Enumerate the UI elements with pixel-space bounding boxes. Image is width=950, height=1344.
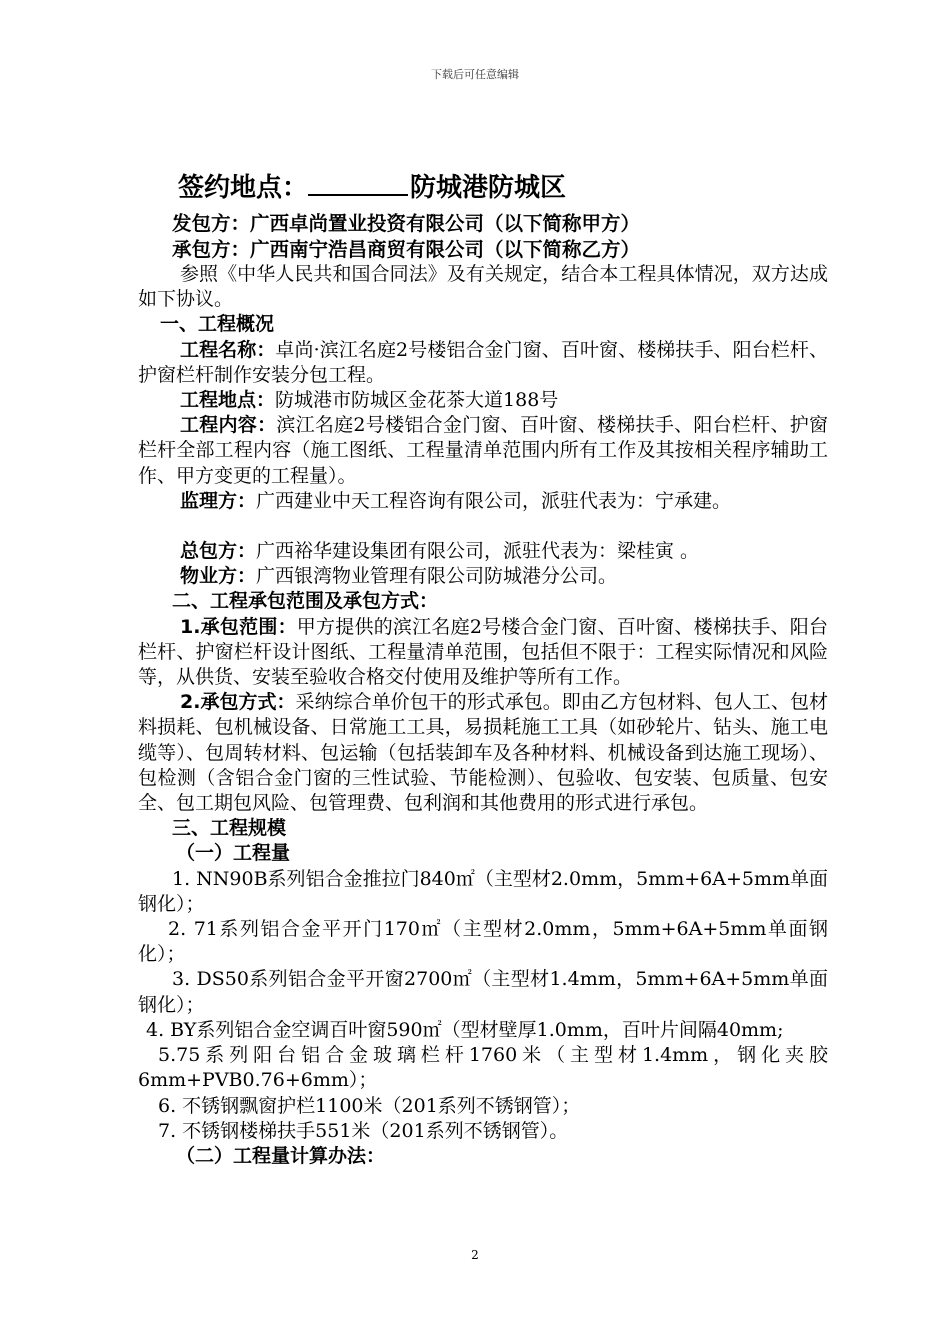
section-2-heading: 二、工程承包范围及承包方式： xyxy=(172,590,439,613)
quantity-item: 3. DS50系列铝合金平开窗2700㎡（主型材1.4mm，5mm+6A+5mm单面钢化）； xyxy=(138,968,828,1016)
quantity-item: 7. 不锈钢楼梯扶手551米（201系列不锈钢管）。 xyxy=(158,1119,569,1142)
contract-scope xyxy=(138,615,828,691)
property-manager xyxy=(138,564,828,589)
spacer xyxy=(138,514,828,539)
intro-paragraph: 参照《中华人民共和国合同法》及有关规定，结合本工程具体情况，双方达成如下协议。 xyxy=(138,263,828,311)
subsection-calculation: （二）工程量计算办法： xyxy=(176,1144,386,1167)
general-contractor-value: 广西裕华建设集团有限公司，派驻代表为：梁桂寅 。 xyxy=(256,540,700,563)
project-content xyxy=(138,413,828,489)
section-3-heading: 三、工程规模 xyxy=(172,817,287,840)
project-content-label: 工程内容： xyxy=(180,414,277,437)
contract-scope-value: 甲方提供的滨江名庭2号楼合金门窗、百叶窗、楼梯扶手、阳台栏杆、护窗栏杆设计图纸、工程量清单范围，包括但不限于：工程实际情况和风险等，从供货、安装至验收合格交付使用及维护等所有工作。 xyxy=(138,615,828,689)
party-contractor: 承包方：广西南宁浩昌商贸有限公司（以下简称乙方） xyxy=(172,237,641,261)
contract-scope-label: 1.承包范围： xyxy=(180,615,297,638)
signing-location-value: 防城港防城区 xyxy=(410,173,567,203)
quantity-item: 5.75系列阳台铝合金玻璃栏杆1760米（主型材1.4mm，钢化夹胶6mm+PVB0.76+6mm）； xyxy=(138,1044,828,1092)
contract-mode-value: 采纳综合单价包干的形式承包。即由乙方包材料、包人工、包材料损耗、包机械设备、日常施工工具，易损耗施工工具（如砂轮片、钻头、施工电缆等）、包周转材料、包运输（包括装卸车及各种材料、机械设备到达施工现场）、包检测（含铝合金门窗的三性试验、节能检测）、包验收、包安装、包质量、包安全、包工期包风险、包管理费、包利润和其他费用的形式进行承包。 xyxy=(138,691,828,815)
supervisor-value: 广西建业中天工程咨询有限公司，派驻代表为：宁承建。 xyxy=(256,489,732,512)
project-site-value: 防城港市防城区金花茶大道188号 xyxy=(275,389,559,412)
project-site xyxy=(138,388,828,413)
contract-mode xyxy=(138,690,828,816)
signing-location-label: 签约地点： xyxy=(178,173,309,203)
quantity-item: 1. NN90B系列铝合金推拉门840㎡（主型材2.0mm，5mm+6A+5mm单面钢化）； xyxy=(138,867,828,915)
project-name xyxy=(138,338,828,388)
quantity-item: 4. BY系列铝合金空调百叶窗590㎡（型材壁厚1.0mm，百叶片间隔40mm; xyxy=(146,1018,784,1041)
party-employer: 发包方：广西卓尚置业投资有限公司（以下简称甲方） xyxy=(172,212,641,235)
supervisor-label: 监理方： xyxy=(180,489,257,512)
property-manager-value: 广西银湾物业管理有限公司防城港分公司。 xyxy=(256,565,618,588)
project-name-label: 工程名称： xyxy=(180,338,276,361)
quantity-item: 2. 71系列铝合金平开门170㎡（主型材2.0mm，5mm+6A+5mm单面钢化）； xyxy=(138,918,828,966)
project-site-label: 工程地点： xyxy=(180,389,276,412)
supervisor xyxy=(138,489,828,514)
quantity-item: 6. 不锈钢飘窗护栏1100米（201系列不锈钢管）； xyxy=(158,1094,581,1117)
document-body xyxy=(138,168,828,1169)
general-contractor xyxy=(138,539,828,564)
section-1-heading: 一、工程概况 xyxy=(160,313,275,336)
page-number: 2 xyxy=(471,1248,479,1262)
subsection-quantities: （一）工程量 xyxy=(176,842,291,865)
underline-blank xyxy=(308,168,408,196)
general-contractor-label: 总包方： xyxy=(180,540,257,563)
project-name-value: 卓尚·滨江名庭2号楼铝合金门窗、百叶窗、楼梯扶手、阳台栏杆、护窗栏杆制作安装分包工程。 xyxy=(138,338,828,386)
signing-location xyxy=(138,168,828,207)
property-manager-label: 物业方： xyxy=(180,565,257,588)
project-content-value: 滨江名庭2号楼铝合金门窗、百叶窗、楼梯扶手、阳台栏杆、护窗栏杆全部工程内容（施工图纸、工程量清单范围内所有工作及其按相关程序辅助工作、甲方变更的工程量）。 xyxy=(138,414,828,487)
contract-mode-label: 2.承包方式： xyxy=(180,691,296,714)
page-header: 下载后可任意编辑 xyxy=(431,68,519,81)
